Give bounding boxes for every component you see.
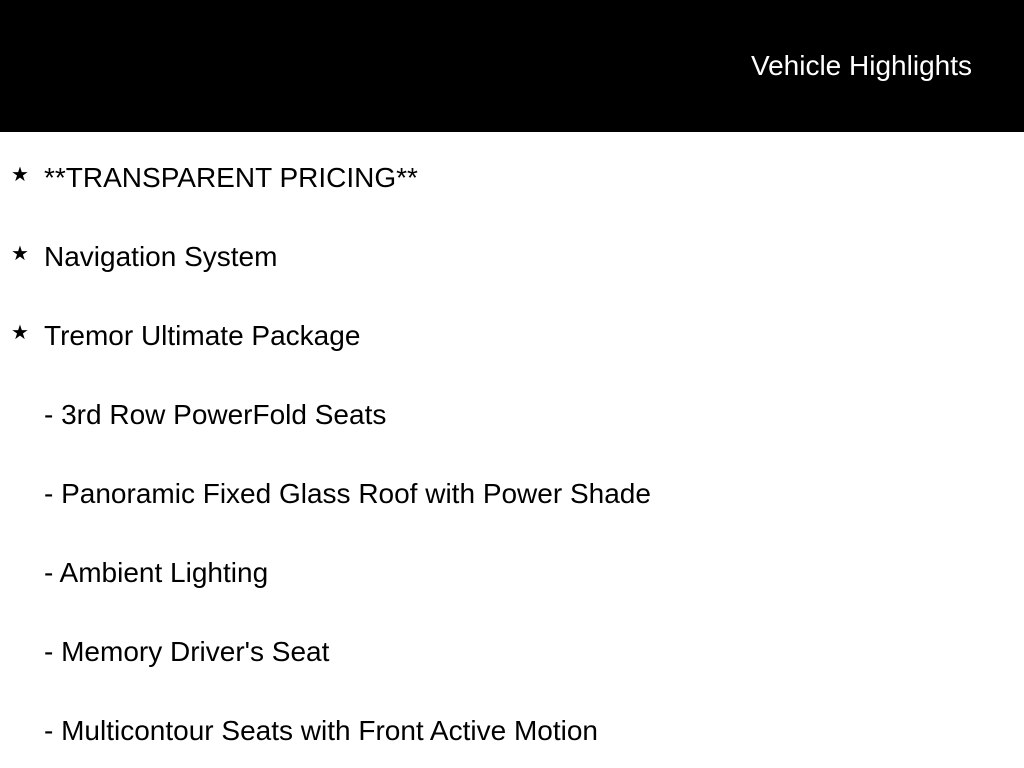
list-item <box>0 549 1024 589</box>
highlight-text: Navigation System <box>44 241 278 272</box>
list-item <box>0 707 1024 747</box>
page-title: Vehicle Highlights <box>750 50 972 81</box>
highlight-text: - Multicontour Seats with Front Active Motion <box>44 715 598 746</box>
highlight-text: - Panoramic Fixed Glass Roof with Power Shade <box>44 478 651 509</box>
highlight-text: **TRANSPARENT PRICING** <box>44 162 418 193</box>
highlight-text: Tremor Ultimate Package <box>44 320 361 351</box>
highlight-text: - 3rd Row PowerFold Seats <box>44 399 387 430</box>
list-item <box>0 154 1024 194</box>
list-item <box>0 628 1024 668</box>
list-item <box>0 391 1024 431</box>
list-item <box>0 470 1024 510</box>
star-icon: ★ <box>11 322 29 344</box>
highlight-text: - Ambient Lighting <box>44 557 269 588</box>
vehicle-highlights-header <box>0 0 1024 132</box>
star-icon: ★ <box>11 243 29 265</box>
highlight-text: - Memory Driver's Seat <box>44 636 330 667</box>
list-item <box>0 233 1024 273</box>
star-icon: ★ <box>11 164 29 186</box>
list-item <box>0 312 1024 352</box>
